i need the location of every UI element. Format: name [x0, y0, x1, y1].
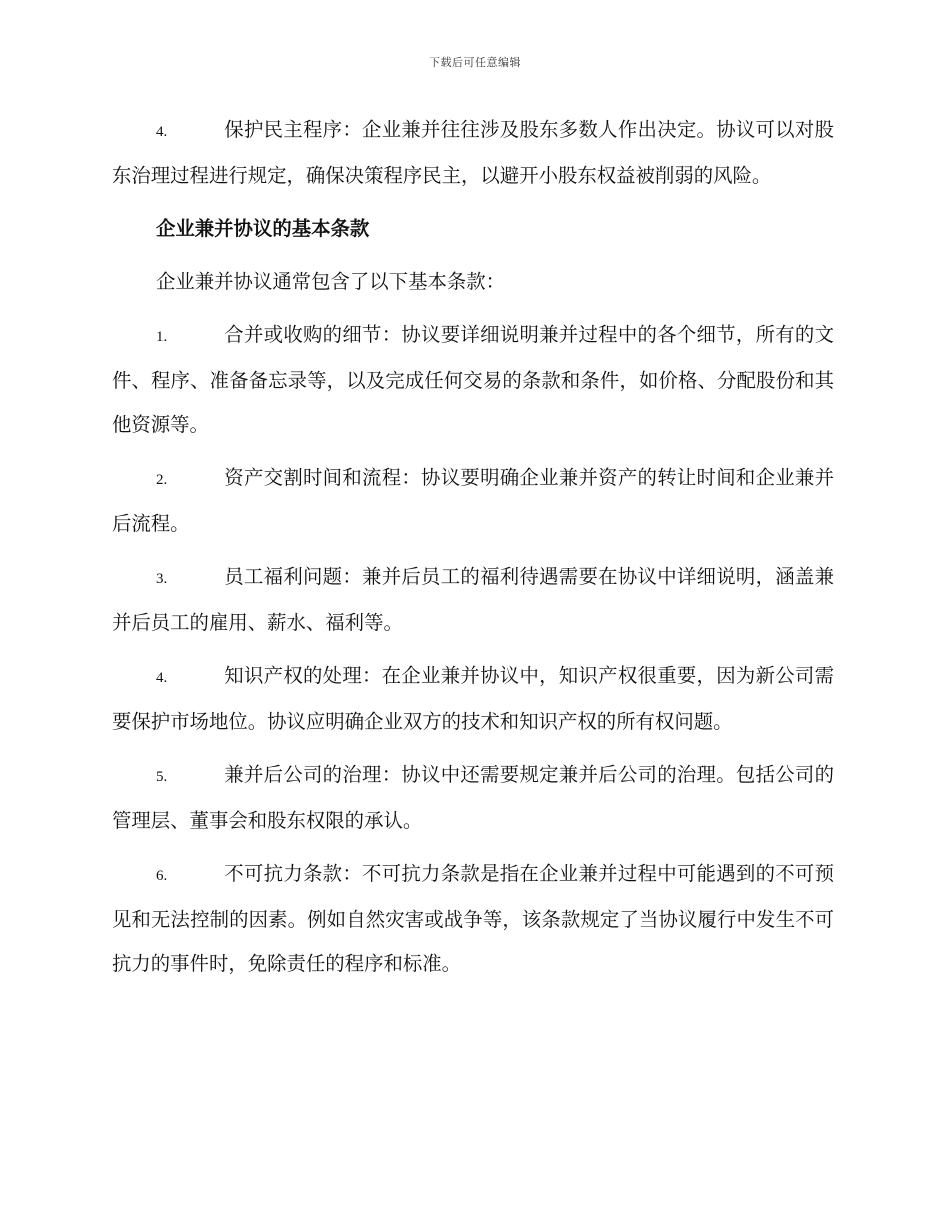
- list-item: [112, 313, 834, 447]
- item-text: 知识产权的处理：在企业兼并协议中，知识产权很重要，因为新公司需要保护市场地位。协议应明确企业双方的技术和知识产权的所有权问题。: [112, 664, 834, 733]
- page-header: 下载后可任意编辑: [429, 56, 521, 69]
- item-number: 4.: [156, 670, 168, 686]
- list-item: [112, 456, 834, 546]
- item-text: 不可抗力条款：不可抗力条款是指在企业兼并过程中可能遇到的不可预见和无法控制的因素。例如自然灾害或战争等，该条款规定了当协议履行中发生不可抗力的事件时，免除责任的程序和标准。: [112, 862, 834, 975]
- item-number: 5.: [156, 769, 168, 785]
- list-item: [112, 654, 834, 744]
- list-item: [112, 852, 834, 986]
- section-intro: 企业兼并协议通常包含了以下基本条款：: [156, 270, 506, 293]
- item-number: 1.: [156, 329, 168, 345]
- section-heading: 企业兼并协议的基本条款: [156, 217, 370, 240]
- item-text: 兼并后公司的治理：协议中还需要规定兼并后公司的治理。包括公司的管理层、董事会和股东权限的承认。: [112, 763, 834, 832]
- item-number: 4.: [156, 124, 168, 140]
- list-item: [112, 753, 834, 843]
- item-number: 2.: [156, 472, 168, 488]
- list-item: [112, 108, 834, 198]
- document-body: [112, 108, 834, 995]
- item-number: 6.: [156, 868, 168, 884]
- item-text: 员工福利问题：兼并后员工的福利待遇需要在协议中详细说明，涵盖兼并后员工的雇用、薪水、福利等。: [112, 565, 834, 634]
- item-text: 资产交割时间和流程：协议要明确企业兼并资产的转让时间和企业兼并后流程。: [112, 466, 834, 535]
- item-text: 合并或收购的细节：协议要详细说明兼并过程中的各个细节，所有的文件、程序、准备备忘录等，以及完成任何交易的条款和条件，如价格、分配股份和其他资源等。: [112, 323, 834, 436]
- item-text: 保护民主程序：企业兼并往往涉及股东多数人作出决定。协议可以对股东治理过程进行规定，确保决策程序民主，以避开小股东权益被削弱的风险。: [112, 118, 834, 187]
- list-item: [112, 555, 834, 645]
- item-number: 3.: [156, 571, 168, 587]
